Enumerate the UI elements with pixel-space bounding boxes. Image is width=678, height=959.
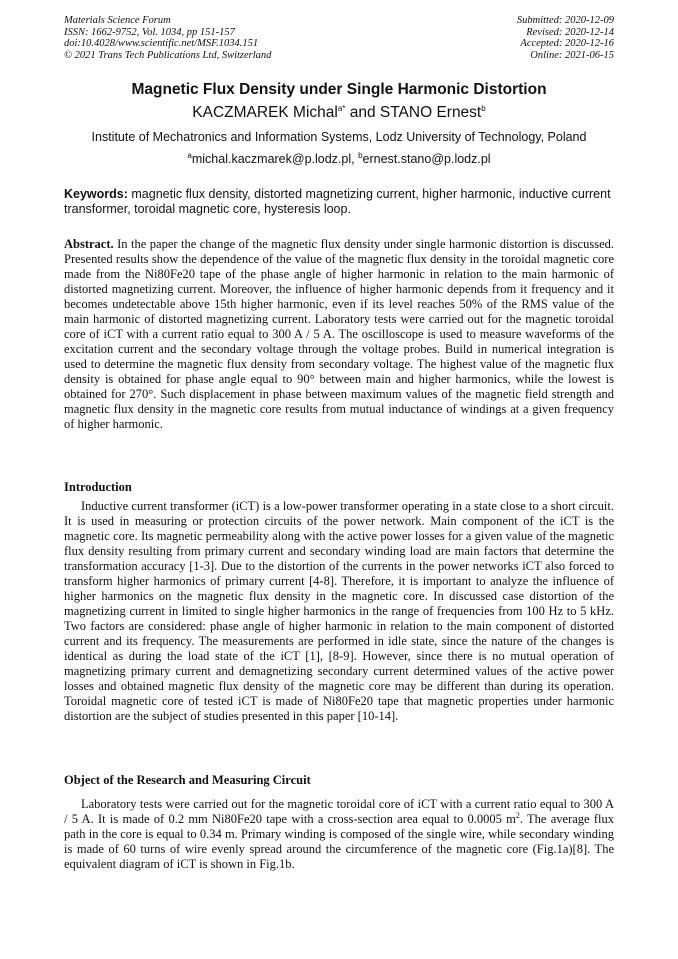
abstract-label: Abstract. (64, 237, 114, 251)
author-1-marker: a* (337, 103, 346, 113)
introduction-paragraph: Inductive current transformer (iCT) is a low-power transformer operating in a state close to a short circuit. It is used in measuring or protection circuits of the power network. Main component of the iCT is the magnetic core. Its magnetic permeability along with the active power losses for a given value of the magnetic flux density resulting from primary current and secondary winding load are main factors that determine the transformation accuracy [1-3]. Due to the distortion of the currents in the power networks iCT also forced to transform higher harmonics of primary current [4-8]. Therefore, it is important to analyze the influence of higher harmonics on the magnetic flux density in the magnetic core. In discussed case distortion of the magnetizing current in limited to single higher harmonics in the range of frequencies from 100 Hz to 5 kHz. Two factors are considered: phase angle of higher harmonic in relation to the main component of distorted current and its frequency. The measurements are performed in idle state, since the nature of the changes is identical as during the load state of the iCT [1], [8-9]. However, since there is no mutual operation of magnetizing primary current and demagnetizing secondary current determined values of the active power losses and obtained magnetic flux density of the magnetic core may be different than during its operation. Toroidal magnetic core of tested iCT is made of Ni80Fe20 tape that magnetic properties under harmonic distortion are the subject of studies presented in this paper [10-14]. (64, 499, 614, 723)
abstract-block (64, 237, 614, 432)
author-1: KACZMAREK Michal (192, 104, 338, 121)
journal-info (64, 15, 271, 61)
author-line (0, 104, 678, 122)
email-a: michal.kaczmarek@p.lodz.pl, (191, 152, 359, 166)
submission-dates (517, 15, 614, 61)
keywords-label: Keywords: (64, 187, 128, 201)
introduction-heading: Introduction (64, 480, 132, 494)
accepted-date: Accepted: 2020-12-16 (520, 38, 614, 49)
copyright-line: © 2021 Trans Tech Publications Ltd, Switzerland (64, 49, 272, 61)
journal-name: Materials Science Forum (64, 15, 171, 26)
email-b: ernest.stano@p.lodz.pl (362, 152, 491, 166)
affiliation: Institute of Mechatronics and Information Systems, Lodz University of Technology, Poland (91, 130, 587, 144)
author-conjunction: and (345, 104, 380, 121)
object-text-2: . The average flux path in the core is equal to 0.34 m. Primary winding is composed of the single wire, while secondary winding is made of 60 turns of wire evenly spread around the circumference of the magnetic core (Fig.1a)[8]. The equivalent diagram of iCT is shown in Fig.1b. (64, 812, 614, 871)
squared-superscript: 2 (515, 810, 520, 820)
object-section-heading: Object of the Research and Measuring Circuit (64, 773, 311, 787)
email-a-marker: a (187, 150, 192, 160)
doi-line: doi:10.4028/www.scientific.net/MSF.1034.151 (64, 38, 259, 49)
object-paragraph (64, 797, 614, 872)
issn-line: ISSN: 1662-9752, Vol. 1034, pp 151-157 (64, 26, 235, 38)
author-2: STANO Ernest (379, 104, 482, 121)
email-b-marker: b (358, 150, 363, 160)
object-text-1: Laboratory tests were carried out for the magnetic toroidal core of iCT with a current ratio equal to 300 A / 5 A. It is made of 0.2 mm Ni80Fe20 tape with a cross-section area equal to 0.0005 m (64, 797, 614, 826)
online-date: Online: 2021-06-15 (530, 49, 614, 61)
keywords-block (64, 187, 614, 217)
abstract-text: In the paper the change of the magnetic flux density under single harmonic distortion is discussed. Presented results show the dependence of the value of the magnetic flux density in the toroidal magnetic core made from the Ni80Fe20 tape of the phase angle of higher harmonic in relation to the main harmonic of distorted magnetizing current. Moreover, the influence of higher harmonic depends from it frequency and it becomes undetectable above 15th higher harmonic, even if its level reaches 50% of the RMS value of the main harmonic of distorted magnetizing current. Laboratory tests were carried out for the magnetic toroidal core of iCT with a current ratio equal to 300 A / 5 A. The oscilloscope is used to measure waveforms of the excitation current and the secondary voltage through the voltage probes. Build in numerical integration is used to determine the magnetic flux density from secondary voltage. The highest value of the magnetic flux density is obtained for phase angle equal to 90° between main and higher harmonics, while the lowest is obtained for 270°. Such displacement in phase between maximum values of the magnetic field strength and magnetic flux density in the magnetic core results from mutual inductance of windings at a given frequency of higher harmonic. (64, 237, 614, 431)
author-2-marker: b (481, 103, 486, 113)
author-emails (0, 152, 678, 166)
paper-title: Magnetic Flux Density under Single Harmonic Distortion (131, 81, 547, 98)
submitted-date: Submitted: 2020-12-09 (516, 15, 614, 26)
keywords-text: magnetic flux density, distorted magnetizing current, higher harmonic, inductive current transformer, toroidal magnetic core, hysteresis loop. (64, 187, 611, 216)
revised-date: Revised: 2020-12-14 (526, 26, 614, 38)
